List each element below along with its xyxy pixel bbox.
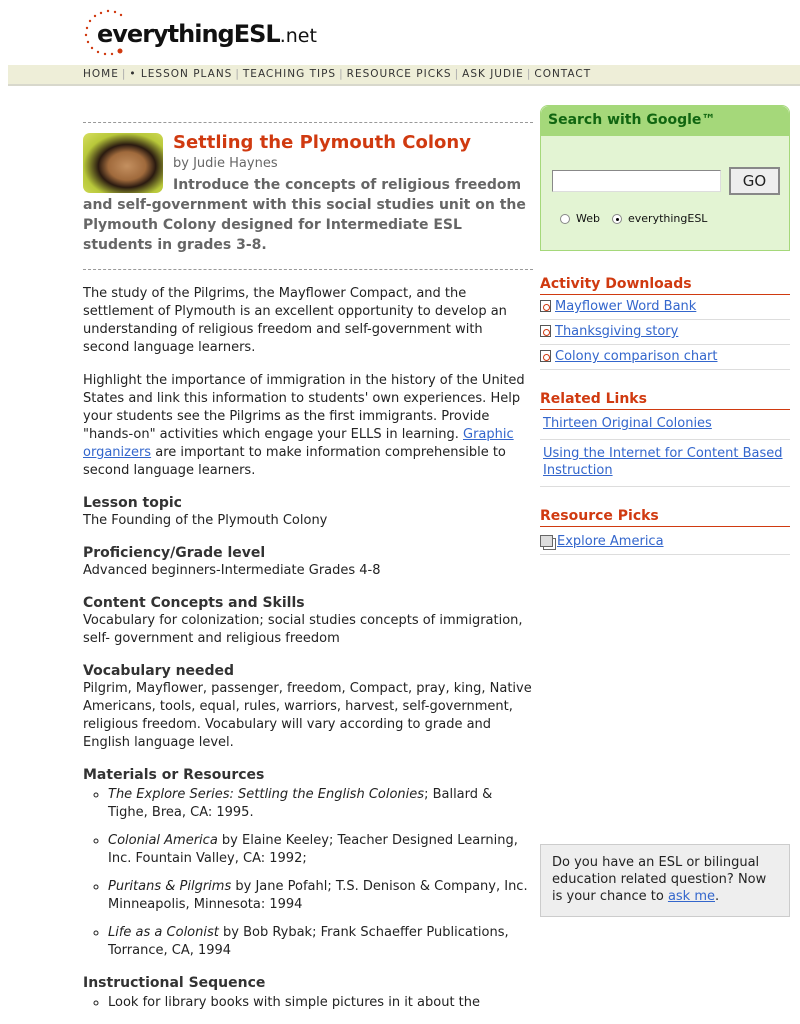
radio-web[interactable]: Web	[560, 212, 600, 225]
download-link[interactable]: Mayflower Word Bank	[555, 299, 697, 314]
sidebar	[540, 105, 790, 555]
section-heading: Proficiency/Grade level	[83, 545, 266, 561]
graphic-organizers-link[interactable]: Graphic organizers	[83, 427, 514, 460]
section-heading: Vocabulary needed	[83, 663, 235, 679]
section-text: Vocabulary for colonization; social studies concepts of immigration, self- government and religious freedom	[83, 613, 523, 646]
text: Highlight the importance of immigration in the history of the United States and link this information to students' own experiences. Help your students see the Pilgrims as the first immigrants. Provide "hands-on" activities which engage your ELLS in learning.	[83, 373, 525, 442]
nav-resource-picks[interactable]: RESOURCE PICKS	[346, 68, 452, 80]
nav-teaching-tips[interactable]: TEACHING TIPS	[242, 68, 337, 80]
pick-link[interactable]: Explore America	[557, 534, 664, 549]
ask-me-link[interactable]: ask me	[667, 889, 715, 904]
nav-ask-judie[interactable]: ASK JUDIE	[462, 68, 524, 80]
ask-judie-box	[540, 844, 790, 917]
nav-lesson-plans[interactable]: • LESSON PLANS	[129, 68, 233, 80]
nav-home[interactable]: HOME	[83, 68, 119, 80]
site-logo[interactable]	[83, 8, 317, 58]
section-heading: Content Concepts and Skills	[83, 595, 305, 611]
related-heading: Related Links	[540, 390, 790, 410]
summary: Introduce the concepts of religious freedom and self-government with this social studies unit on the Plymouth Colony designed for Intermediate ESL students in grades 3-8.	[83, 177, 526, 253]
sequence-list	[83, 994, 533, 1012]
radio-selected-icon[interactable]	[612, 214, 622, 224]
radio-everythingesl[interactable]: everythingESL	[612, 212, 707, 225]
pick-item	[540, 527, 790, 555]
section-heading: Instructional Sequence	[83, 975, 266, 991]
materials-list	[83, 786, 533, 960]
logo-text: everythingESL	[97, 20, 280, 48]
download-link[interactable]: Colony comparison chart	[555, 349, 718, 364]
search-heading: Search with Google™	[541, 106, 789, 136]
google-search-box	[540, 105, 790, 251]
divider	[83, 269, 533, 270]
list-item: ◦ The Explore Series: Settling the English Colonies; Ballard & Tighe, Brea, CA: 1995.	[108, 786, 533, 822]
section-heading: Materials or Resources	[83, 767, 265, 783]
ask-end: .	[715, 889, 720, 904]
related-link[interactable]: Thirteen Original Colonies	[543, 416, 712, 431]
related-link[interactable]: Using the Internet for Content Based Instruction	[543, 446, 783, 478]
related-item	[540, 440, 790, 487]
pdf-icon	[540, 350, 551, 362]
nav-contact[interactable]: CONTACT	[534, 68, 592, 80]
search-input[interactable]	[552, 170, 721, 192]
download-item	[540, 345, 790, 370]
paragraph	[83, 372, 533, 480]
section-text: Pilgrim, Mayflower, passenger, freedom, Compact, pray, king, Native Americans, tools, equal, rules, warriors, harvest, self-government, religious freedom. Vocabulary will vary according to grade and English language level.	[83, 681, 532, 750]
list-item: ◦ Colonial America by Elaine Keeley; Teacher Designed Learning, Inc. Fountain Valley, CA: 1992;	[108, 832, 533, 868]
list-item: ◦ Puritans & Pilgrims by Jane Pofahl; T.S. Denison & Company, Inc. Minneapolis, Minnesota: 1994	[108, 878, 533, 914]
pdf-icon	[540, 300, 551, 312]
section-text: The Founding of the Plymouth Colony	[83, 513, 328, 528]
section-heading: Lesson topic	[83, 495, 182, 511]
list-item: ◦ Look for library books with simple pictures in it about the	[108, 994, 533, 1012]
ask-text: Do you have an ESL or bilingual education related question? Now is your chance to	[552, 855, 767, 904]
author-photo	[83, 133, 163, 193]
top-nav: HOME | • LESSON PLANS | TEACHING TIPS | RESOURCE PICKS | ASK JUDIE | CONTACT	[8, 65, 800, 86]
pdf-icon	[540, 325, 551, 337]
download-item	[540, 320, 790, 345]
download-item	[540, 295, 790, 320]
page-title: Settling the Plymouth Colony	[173, 132, 471, 153]
radio-icon[interactable]	[560, 214, 570, 224]
text: are important to make information comprehensible to second language learners.	[83, 445, 506, 478]
downloads-heading: Activity Downloads	[540, 275, 790, 295]
logo-tld: .net	[279, 25, 317, 47]
section-text: Advanced beginners-Intermediate Grades 4-8	[83, 563, 381, 578]
byline: by Judie Haynes	[173, 156, 278, 171]
article	[83, 122, 533, 1022]
window-icon	[540, 535, 553, 547]
related-item	[540, 410, 790, 440]
go-button[interactable]: GO	[729, 167, 780, 195]
list-item: ◦ Life as a Colonist by Bob Rybak; Frank Schaeffer Publications, Torrance, CA, 1994	[108, 924, 533, 960]
paragraph: The study of the Pilgrims, the Mayflower Compact, and the settlement of Plymouth is an excellent opportunity to develop an understanding of religious freedom and self-government with second language learners.	[83, 286, 507, 355]
download-link[interactable]: Thanksgiving story	[555, 324, 679, 339]
picks-heading: Resource Picks	[540, 507, 790, 527]
